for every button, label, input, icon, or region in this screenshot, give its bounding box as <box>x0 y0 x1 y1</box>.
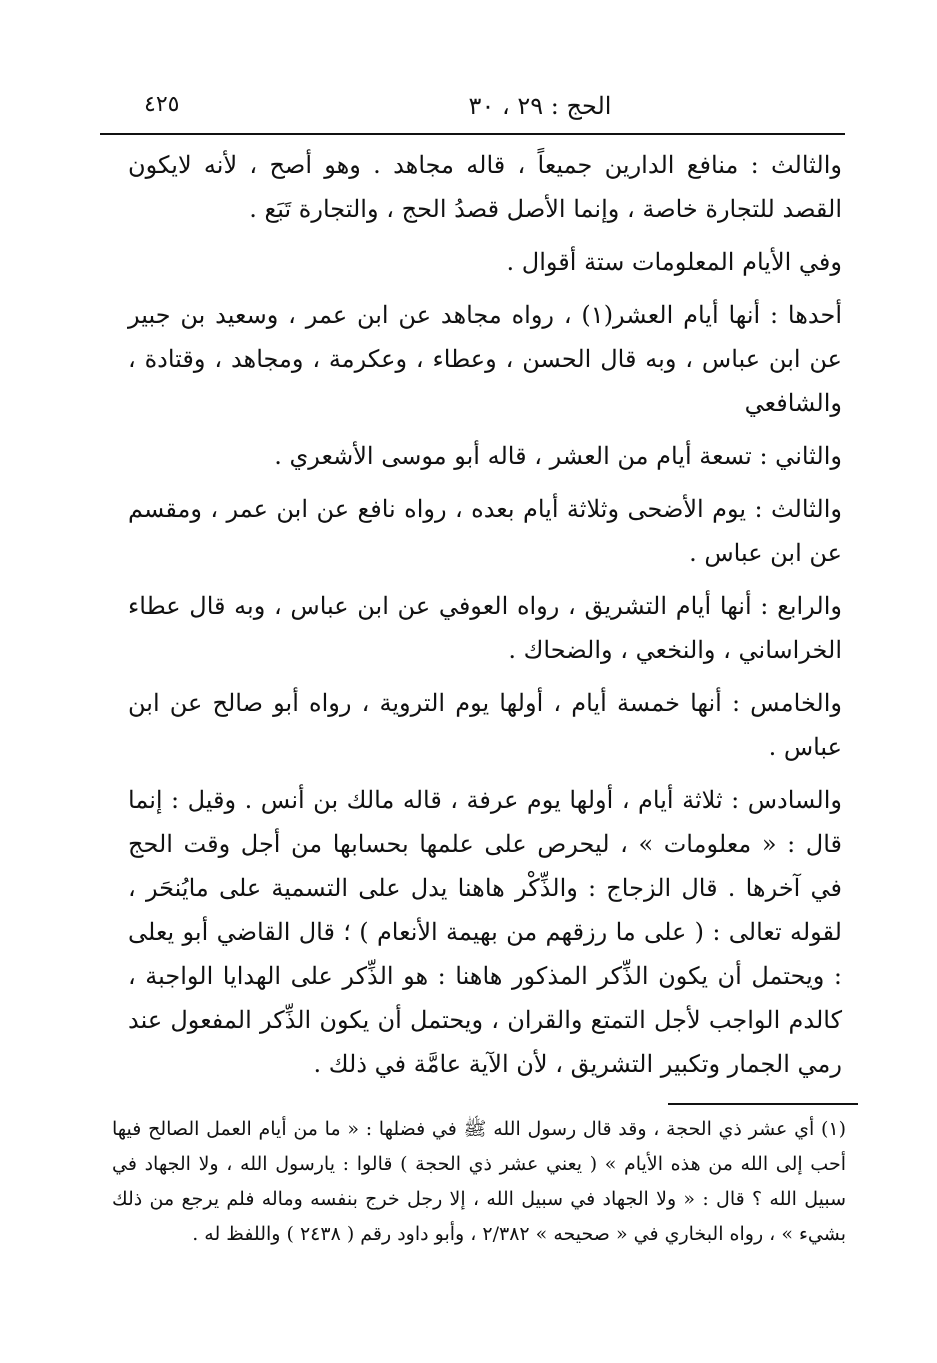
paragraph: وفي الأيام المعلومات ستة أقوال . <box>506 248 842 276</box>
page-header <box>100 88 845 128</box>
footnotes <box>112 1112 846 1252</box>
paragraph: والثاني : تسعة أيام من العشر ، قاله أبو موسى الأشعري . <box>274 442 842 470</box>
paragraph: والثالث : يوم الأضحى وثلاثة أيام بعده ، رواه نافع عن ابن عمر ، ومقسم عن ابن عباس . <box>128 495 842 567</box>
footnote: (١) أي عشر ذي الحجة ، وقد قال رسول الله ﷺ في فضلها : « ما من أيام العمل الصالح فيها أحب إلى الله من هذه الأيام » ( يعني عشر ذي الحجة ) قالوا : يارسول الله ، ولا الجهاد في سبيل الله ؟ قال : « ولا الجهاد في سبيل الله ، إلا رجل خرج بنفسه وماله فلم يرجع من ذلك بشيء » ، رواه البخاري في « صحيحه » ٢/٣٨٢ ، وأبو داود رقم ( ٢٤٣٨ ) واللفظ له . <box>112 1118 846 1245</box>
paragraph: والسادس : ثلاثة أيام ، أولها يوم عرفة ، قاله مالك بن أنس . وقيل : إنما قال : « معلومات » ، ليحرص على علمها بحسابها من أجل وقت الحج في آخرها . قال الزجاج : والذِّكْر هاهنا يدل على التسمية على مايُنحَر ، لقوله تعالى : ( على ما رزقهم من بهيمة الأنعام ) ؛ قال القاضي أبو يعلى : ويحتمل أن يكون الذِّكر المذكور هاهنا : هو الذِّكر على الهدايا الواجبة ، كالدم الواجب لأجل التمتع والقران ، ويحتمل أن يكون الذِّكر المفعول عند رمي الجمار وتكبير التشريق ، لأن الآية عامَّة في ذلك . <box>128 786 843 1078</box>
paragraph: أحدها : أنها أيام العشر(١) ، رواه مجاهد عن ابن عمر ، وسعيد بن جبير عن ابن عباس ، وبه قال الحسن ، وعطاء ، وعكرمة ، ومجاهد ، وقتادة ، والشافعي <box>128 301 842 417</box>
paragraph: والرابع : أنها أيام التشريق ، رواه العوفي عن ابن عباس ، وبه قال عطاء الخراساني ، والنخعي ، والضحاك . <box>128 592 842 664</box>
running-head: الحج : ٢٩ ، ٣٠ <box>468 92 612 120</box>
header-rule <box>100 133 845 135</box>
paragraph: والثالث : منافع الدارين جميعاً ، قاله مجاهد . وهو أصح ، لأنه لايكون القصد للتجارة خاصة ، وإنما الأصل قصدُ الحج ، والتجارة تَبَع . <box>128 151 842 223</box>
main-text <box>128 143 842 1095</box>
footnote-rule <box>668 1103 858 1105</box>
page-number: ٤٢٥ <box>144 92 180 117</box>
paragraph: والخامس : أنها خمسة أيام ، أولها يوم التروية ، رواه أبو صالح عن ابن عباس . <box>128 689 842 761</box>
